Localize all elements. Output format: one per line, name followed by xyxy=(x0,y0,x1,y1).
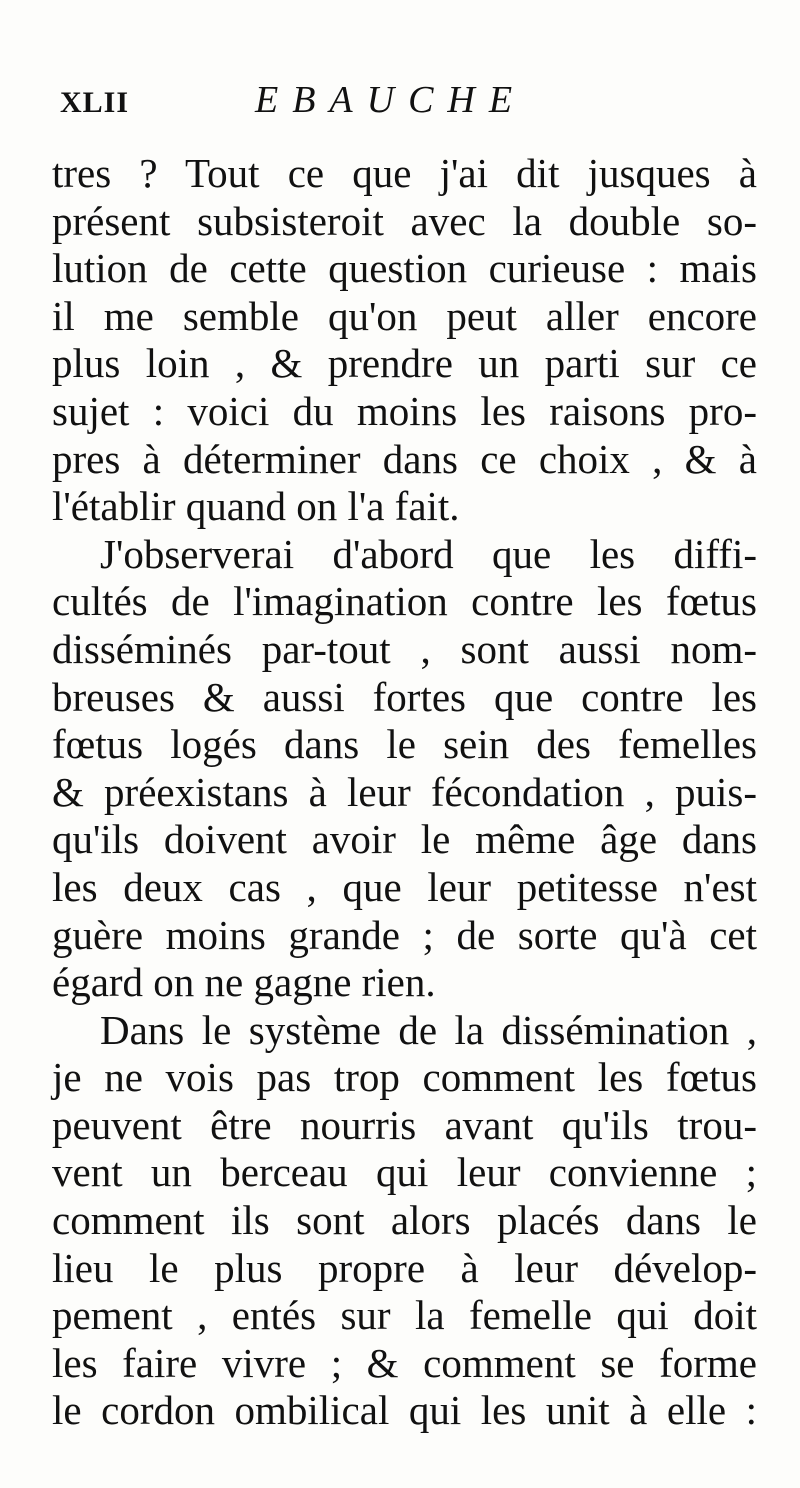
text-line: tres ? Tout ce que j'ai dit jusques à xyxy=(52,150,757,196)
text-line: breuses & aussi fortes que contre les xyxy=(52,673,757,720)
text-line: guère moins grande ; de sorte qu'à cet xyxy=(52,911,757,958)
body-text xyxy=(52,150,757,1435)
text-line: fœtus logés dans le sein des femelles xyxy=(52,721,757,768)
text-line: pement , entés sur la femelle qui doit xyxy=(52,1292,757,1339)
page-header xyxy=(60,78,780,128)
text-line: plus loin , & prendre un parti sur ce xyxy=(52,340,757,387)
text-line: Dans le système de la dissémination , xyxy=(100,1006,757,1053)
text-line: pres à déterminer dans ce choix , & à xyxy=(52,435,757,482)
text-line: lution de cette question curieuse : mais xyxy=(52,245,757,292)
text-line: comment ils sont alors placés dans le xyxy=(52,1197,757,1244)
text-line: vent un berceau qui leur convienne ; xyxy=(52,1149,757,1196)
text-line: sujet : voici du moins les raisons pro- xyxy=(52,387,757,434)
text-line: cultés de l'imagination contre les fœtus xyxy=(52,578,757,625)
text-line: J'observerai d'abord que les diffi- xyxy=(100,530,757,577)
page-number: XLII xyxy=(60,86,130,119)
text-line: peuvent être nourris avant qu'ils trou- xyxy=(52,1101,757,1148)
text-line: lieu le plus propre à leur dévelop- xyxy=(52,1244,757,1291)
text-line: égard on ne gagne rien. xyxy=(52,959,436,1006)
text-line: qu'ils doivent avoir le même âge dans xyxy=(52,816,757,863)
text-line: les deux cas , que leur petitesse n'est xyxy=(52,863,757,910)
text-line: les faire vivre ; & comment se forme xyxy=(52,1339,757,1386)
text-line: présent subsisteroit avec la double so- xyxy=(52,197,757,244)
text-line: le cordon ombilical qui les unit à elle : xyxy=(52,1387,757,1434)
text-line: il me semble qu'on peut aller encore xyxy=(52,292,757,339)
text-line: je ne vois pas trop comment les fœtus xyxy=(52,1054,757,1101)
text-line: l'établir quand on l'a fait. xyxy=(52,483,460,530)
text-line: & préexistans à leur fécondation , puis- xyxy=(52,768,757,815)
text-line: disséminés par-tout , sont aussi nom- xyxy=(52,625,757,672)
running-title: EBAUCHE xyxy=(255,79,527,121)
